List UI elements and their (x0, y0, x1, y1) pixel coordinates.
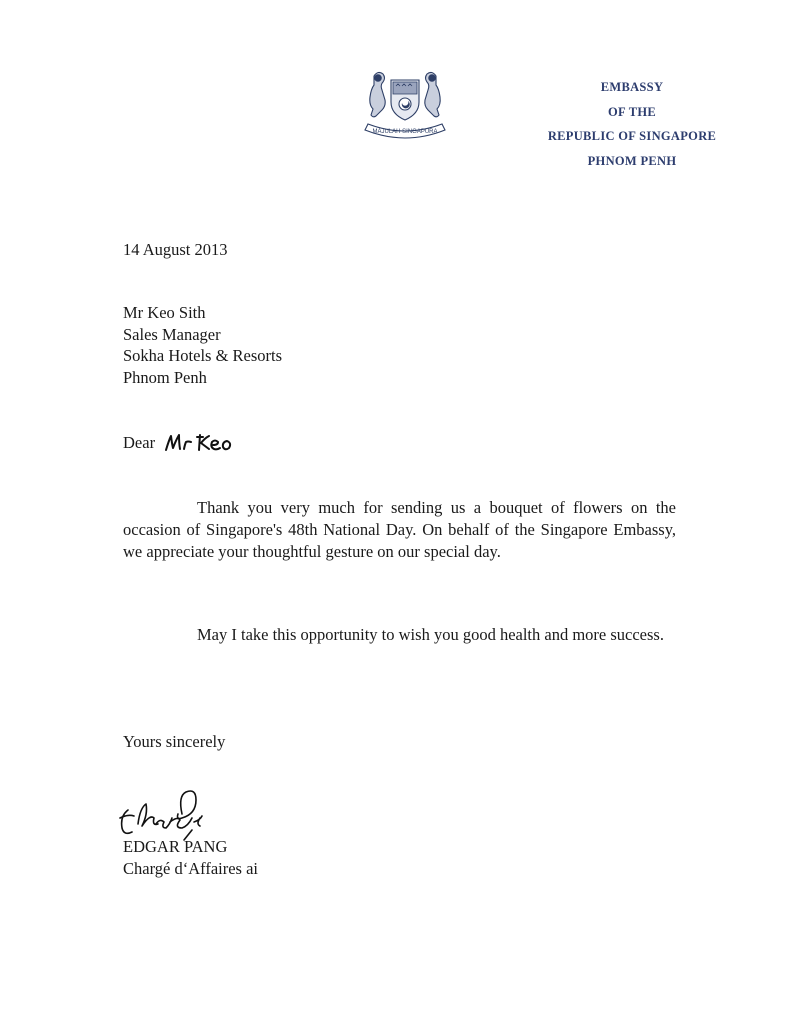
letterhead-line: REPUBLIC OF SINGAPORE (547, 129, 717, 143)
recipient-city: Phnom Penh (123, 367, 207, 387)
letter-date: 14 August 2013 (123, 240, 228, 259)
recipient-name: Mr Keo Sith (123, 303, 206, 322)
body-paragraph (123, 624, 676, 646)
signer-title: Chargé d‘Affaires ai (123, 859, 259, 878)
embassy-letterhead (536, 75, 728, 173)
paragraph-text: Thank you very much for sending us a bouquet of flowers on the occasion of Singapore's 48th National Day. On behalf of the Singapore Embassy, we appreciate your thoughtful gesture on our special day. (123, 498, 676, 561)
salutation (123, 430, 259, 456)
handwritten-signature-icon (112, 780, 222, 850)
letterhead-line: EMBASSY (600, 80, 664, 94)
salutation-printed: Dear (123, 433, 156, 453)
signer-name: EDGAR PANG (123, 837, 228, 856)
singapore-coat-of-arms-icon (360, 66, 450, 144)
letterhead-line: OF THE (608, 104, 656, 119)
letterhead-line: PHNOM PENH (587, 153, 677, 168)
paragraph-text: May I take this opportunity to wish you good health and more success. (197, 625, 664, 644)
handwritten-salutation-icon (163, 430, 259, 456)
recipient-title: Sales Manager (123, 324, 221, 344)
recipient-organization: Sokha Hotels & Resorts (123, 346, 283, 365)
letter-closing: Yours sincerely (123, 732, 226, 751)
recipient-address (123, 302, 282, 388)
body-paragraph (123, 497, 676, 563)
svg-text:MAJULAH SINGAPURA: MAJULAH SINGAPURA (372, 129, 438, 135)
